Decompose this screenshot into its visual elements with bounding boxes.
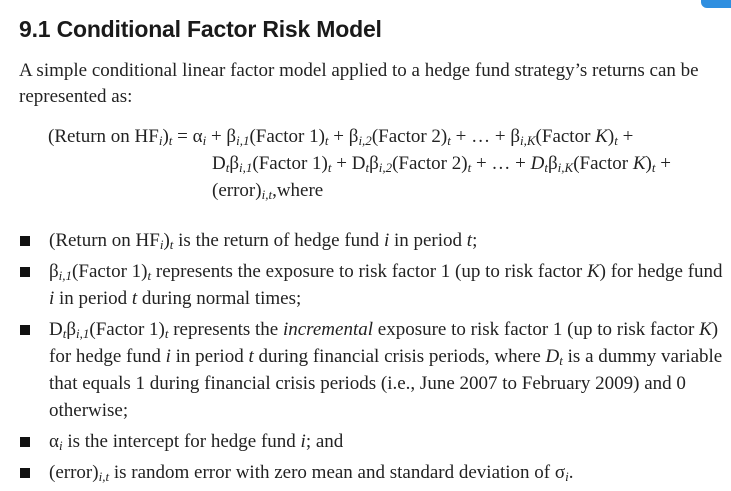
equation-line-1: (Return on $HF_i)_t = \alpha_i$ + $\beta_{i,1}(Factor$ $1)_t$ + $\beta_{i,2}(Factor$ $2)_t$ + … + $\beta_{i,K}(Factor$ $K)_t$ + <box>48 126 634 148</box>
list-item: $\alpha_i$ is the intercept for hedge fund i; and <box>19 428 724 455</box>
model-equation <box>48 123 728 204</box>
list-item: (Return on $HF_i)_t$ is the return of hedge fund i in period t; <box>19 227 724 254</box>
bullet-square-icon <box>20 325 30 335</box>
equation-line-3: $(error)_{i,t},where$ <box>212 180 324 202</box>
bullet-square-icon <box>20 437 30 447</box>
list-item: $(error)_{i,t}$ is random error with zero mean and standard deviation of $\sigma_i$. <box>19 459 724 486</box>
equation-line-2: $D_t\beta_{i,1}(Factor$ $1)_t$ + $D_t\beta_{i,2}(Factor$ $2)_t$ + … + $D_t\beta_{i,K}(Factor$ $K)_t$ + <box>212 153 671 175</box>
list-item: $D_t\beta_{i,1}(Factor$ $1)_t$ represents the incremental exposure to risk factor 1 (up to risk factor K) for hedge fund i in period t during financial crisis periods, where $D_t$ is a dummy variable that equals 1 during financial crisis periods (i.e., June 2007 to February 2009) and 0 otherwise; <box>19 316 724 424</box>
bullet-square-icon <box>20 468 30 478</box>
intro-paragraph: A simple conditional linear factor model applied to a hedge fund strategy’s returns can be represented as: <box>19 60 699 107</box>
corner-badge <box>701 0 731 8</box>
bullet-square-icon <box>20 236 30 246</box>
section-heading: 9.1 Conditional Factor Risk Model <box>19 16 382 42</box>
bullet-square-icon <box>20 267 30 277</box>
list-item: $\beta_{i,1}(Factor$ $1)_t$ represents the exposure to risk factor 1 (up to risk factor K) for hedge fund i in period t during normal times; <box>19 258 724 312</box>
definition-list <box>19 227 724 490</box>
